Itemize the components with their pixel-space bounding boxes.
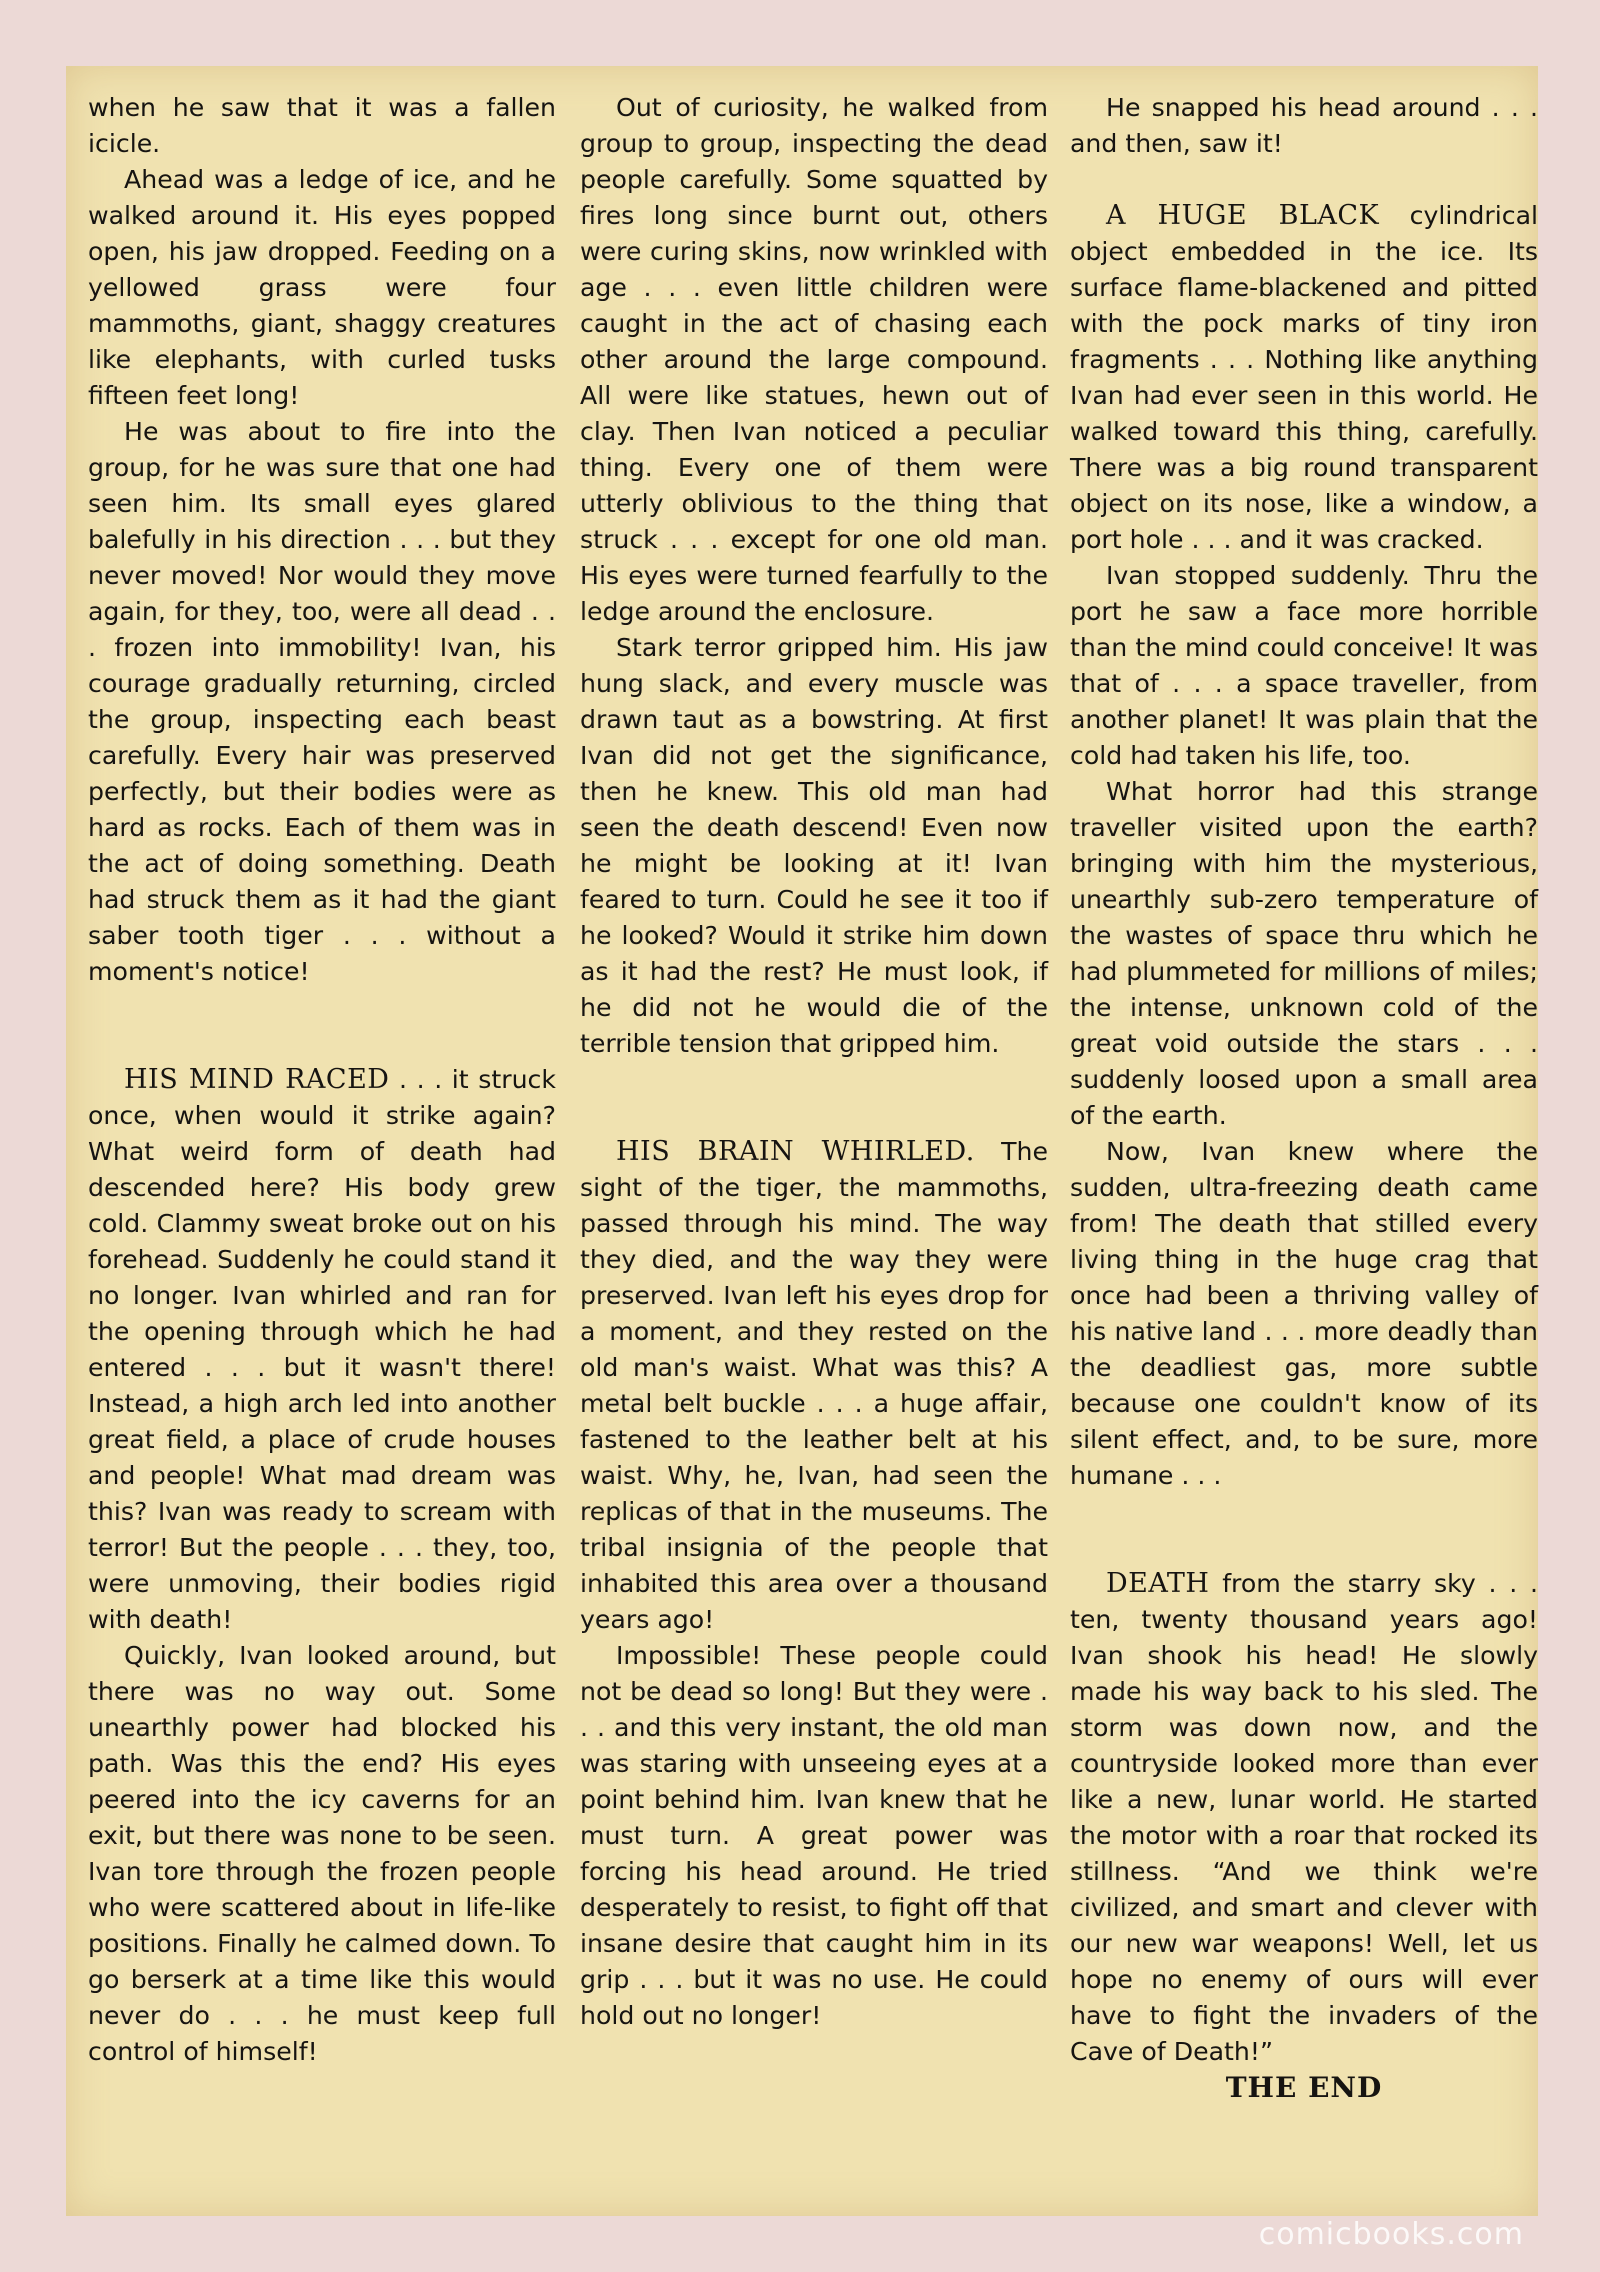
paragraph-text: from the starry sky . . . ten, twenty thousand years ago! Ivan shook his head! He slowly made his way back to his sled. The storm was down now, and the countryside looked more than ever like a new, lunar world. He started the motor with a roar that rocked its stillness. “And we think we're civilized, and smart and clever with our new war weapons! Well, let us hope no enemy of ours will ever have to fight the invaders of the Cave of Death!” (1070, 1569, 1538, 2066)
story-paragraph (1070, 1566, 1538, 2070)
column-3 (1070, 90, 1538, 2106)
story-paragraph: when he saw that it was a fallen icicle. (88, 93, 556, 158)
story-paragraph (1070, 198, 1538, 558)
column-1 (88, 90, 556, 2070)
paragraph-spacer (1070, 1494, 1538, 1566)
section-lead-caps: HIS BRAIN WHIRLED. (616, 1136, 975, 1167)
paragraph-text: The sight of the tiger, the mammoths, passed through his mind. The way they died, and the way they were preserved. Ivan left his eyes drop for a moment, and they rested on the old man's waist. What was this? A metal belt buckle . . . a huge affair, fastened to the leather belt at his waist. Why, he, Ivan, had seen the replicas of that in the museums. The tribal insignia of the people that inhabited this area over a thousand years ago! (580, 1137, 1049, 1634)
section-lead-caps: HIS MIND RACED (124, 1064, 390, 1095)
story-paragraph: What horror had this strange traveller visited upon the earth? bringing with him the mysterious, unearthly sub-zero temperature of the wastes of space thru which he had plummeted for millions of miles; the intense, unknown cold of the great void outside the stars . . . suddenly loosed upon a small area of the earth. (1070, 777, 1538, 1130)
section-lead-caps: DEATH (1106, 1568, 1210, 1599)
story-panel (66, 66, 1538, 2216)
section-lead-caps: A HUGE BLACK (1106, 200, 1380, 231)
paragraph-text: cylindrical object embedded in the ice. Its surface flame-blackened and pitted with the pock marks of tiny iron fragments . . . Nothing like anything Ivan had ever seen in this world. He walked toward this thing, carefully. There was a big round transparent object on its nose, like a window, a port hole . . . and it was cracked. (1070, 201, 1538, 554)
column-2 (580, 90, 1048, 2034)
story-paragraph: Ivan stopped suddenly. Thru the port he saw a face more horrible than the mind could conceive! It was that of . . . a space traveller, from another planet! It was plain that the cold had taken his life, too. (1070, 561, 1538, 770)
paragraph-text: . . . it struck once, when would it strike again? What weird form of death had descended here? His body grew cold. Clammy sweat broke out on his forehead. Suddenly he could stand it no longer. Ivan whirled and ran for the opening through which he had entered . . . but it wasn't there! Instead, a high arch led into another great field, a place of crude houses and people! What mad dream was this? Ivan was ready to scream with terror! But the people . . . they, too, were unmoving, their bodies rigid with death! (88, 1065, 556, 1634)
story-paragraph: Now, Ivan knew where the sudden, ultra-freezing death came from! The death that stilled every living thing in the huge crag that once had been a thriving valley of his native land . . . more deadly than the deadliest gas, more subtle because one couldn't know of its silent effect, and, to be sure, more humane . . . (1070, 1137, 1538, 1490)
story-paragraph: Quickly, Ivan looked around, but there was no way out. Some unearthly power had blocked his path. Was this the end? His eyes peered into the icy caverns for an exit, but there was none to be seen. Ivan tore through the frozen people who were scattered about in life-like positions. Finally he calmed down. To go berserk at a time like this would never do . . . he must keep full control of himself! (88, 1641, 556, 2066)
paragraph-spacer (1070, 162, 1538, 198)
story-paragraph: Stark terror gripped him. His jaw hung slack, and every muscle was drawn taut as a bowstring. At first Ivan did not get the significance, then he knew. This old man had seen the death descend! Even now he might be looking at it! Ivan feared to turn. Could he see it too if he looked? Would it strike him down as it had the rest? He must look, if he did not he would die of the terrible tension that gripped him. (580, 633, 1048, 1058)
story-paragraph (88, 1062, 556, 1638)
story-paragraph: Impossible! These people could not be dead so long! But they were . . . and this very instant, the old man was staring with unseeing eyes at a point behind him. Ivan knew that he must turn. A great power was forcing his head around. He tried desperately to resist, to fight off that insane desire that caught him in its grip . . . but it was no use. He could hold out no longer! (580, 1641, 1048, 2030)
site-watermark: comicbooks.com (1258, 2217, 1524, 2252)
the-end-label: THE END (1225, 2071, 1383, 2104)
paragraph-spacer (580, 1062, 1048, 1134)
paragraph-spacer (88, 990, 556, 1062)
story-paragraph: He snapped his head around . . . and then, saw it! (1070, 93, 1538, 158)
story-paragraph: Ahead was a ledge of ice, and he walked around it. His eyes popped open, his jaw dropped. Feeding on a yellowed grass were four mammoths, giant, shaggy creatures like elephants, with curled tusks fifteen feet long! (88, 165, 556, 410)
story-paragraph: He was about to fire into the group, for he was sure that one had seen him. Its small eyes glared balefully in his direction . . . but they never moved! Nor would they move again, for they, too, were all dead . . . frozen into immobility! Ivan, his courage gradually returning, circled the group, inspecting each beast carefully. Every hair was preserved perfectly, but their bodies were as hard as rocks. Each of them was in the act of doing something. Death had struck them as it had the giant saber tooth tiger . . . without a moment's notice! (88, 417, 556, 986)
story-paragraph (580, 1134, 1048, 1638)
story-paragraph: Out of curiosity, he walked from group to group, inspecting the dead people carefully. Some squatted by fires long since burnt out, others were curing skins, now wrinkled with age . . . even little children were caught in the act of chasing each other around the large compound. All were like statues, hewn out of clay. Then Ivan noticed a peculiar thing. Every one of them were utterly oblivious to the thing that struck . . . except for one old man. His eyes were turned fearfully to the ledge around the enclosure. (580, 93, 1048, 626)
